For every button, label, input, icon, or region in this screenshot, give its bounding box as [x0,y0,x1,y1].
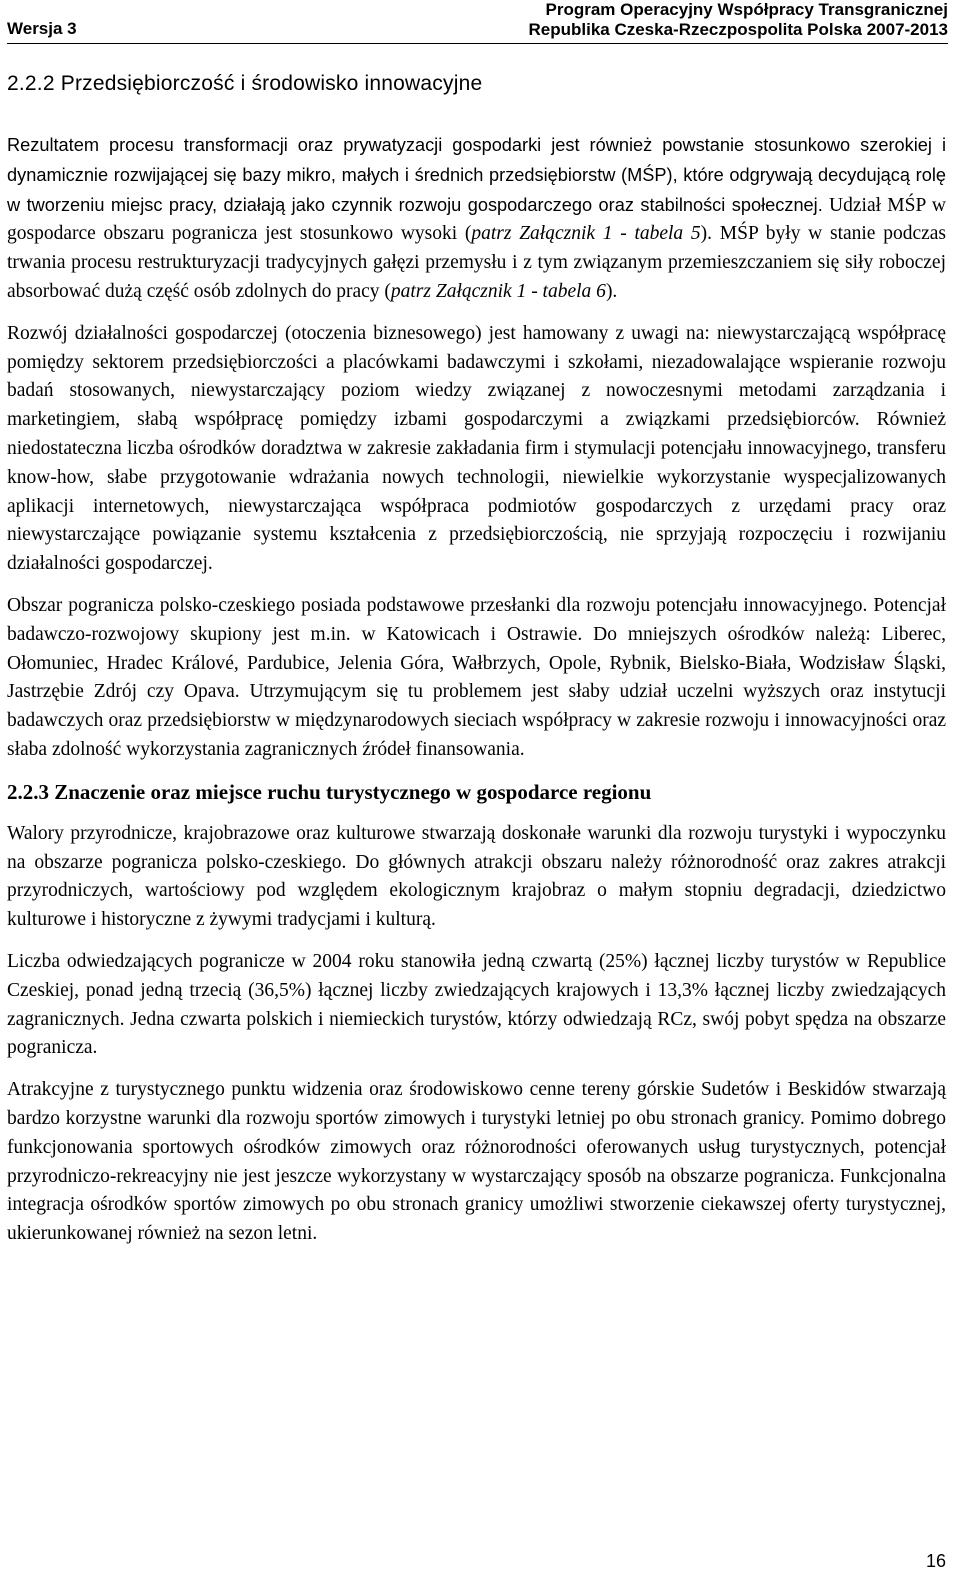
paragraph-tourism-assets: Walory przyrodnicze, krajobrazowe oraz kulturowe stwarzają doskonałe warunki dla rozwoju turystyki i wypoczynku na obszarze pogranicza polsko-czeskiego. Do głównych atrakcji obszaru należy różnorodność oraz zakres atrakcji przyrodniczych, wartościowy pod względem ekologicznym krajobraz o małym stopniu degradacji, dziedzictwo kulturowe i historyczne z żywymi tradycjami i kulturą. [7,822,946,931]
header-divider [7,43,948,44]
annex-reference-table5: patrz Załącznik 1 - tabela 5 [471,223,701,245]
paragraph-sme-share: Udział MŚP w gospodarce obszaru pogranicza jest stosunkowo wysoki ( [7,194,946,245]
page-header [7,0,948,48]
paragraph-business-barriers: Rozwój działalności gospodarczej (otoczenia biznesowego) jest hamowany z uwagi na: niewystarczającą współpracę pomiędzy sektorem przedsiębiorczości a placówkami badawczymi i szkołami, niezadowalające wspieranie rozwoju badań stosowanych, niewystarczający poziom wiedzy związanej z nowoczesnymi metodami zarządzania i marketingiem, słabą współpracę pomiędzy izbami gospodarczymi a związkami przedsiębiorców. Również niedostateczna liczba ośrodków doradztwa w zakresie zakładania firm i stymulacji potencjału innowacyjnego, transferu know-how, słabe przygotowanie wdrażania nowych technologii, niewielkie wykorzystanie wyspecjalizowanych aplikacji internetowych, niewystarczająca współpraca podmiotów gospodarczych z urzędami pracy oraz niewystarczające powiązanie systemu kształcenia z przedsiębiorczością, nie sprzyjają rozpoczęciu i rozwijaniu działalności gospodarczej. [7,322,946,575]
paragraph-sme [7,131,946,307]
paragraph-sme-intro: Rezultatem procesu transformacji oraz prywatyzacji gospodarki jest również powstanie stosunkowo szerokiej i dynamicznie rozwijającej się bazy mikro, małych i średnich przedsiębiorstw (MŚP), które odgrywają decydującą rolę w tworzeniu miejsc pracy, działają jako czynnik rozwoju gospodarczego oraz stabilności społecznej. [7,135,946,215]
annex-reference-table6: patrz Załącznik 1 - tabela 6 [390,280,606,302]
program-title-line1: Program Operacyjny Współpracy Transgranicznej [545,0,948,19]
program-title-line2: Republika Czeska-Rzeczpospolita Polska 2007-2013 [528,20,948,39]
document-version: Wersja 3 [7,19,77,38]
section-heading-tourism: 2.2.3 Znaczenie oraz miejsce ruchu turystycznego w gospodarce regionu [7,779,652,804]
document-body [7,70,946,1262]
page-number: 16 [925,1551,946,1571]
paragraph-innovation-potential: Obszar pogranicza polsko-czeskiego posiada podstawowe przesłanki dla rozwoju potencjału innowacyjnego. Potencjał badawczo-rozwojowy skupiony jest m.in. w Katowicach i Ostrawie. Do mniejszych ośrodków należą: Liberec, Ołomuniec, Hradec Králové, Pardubice, Jelenia Góra, Wałbrzych, Opole, Rybnik, Bielsko-Biała, Wodzisław Śląski, Jastrzębie Zdrój czy Opava. Utrzymującym się tu problemem jest słaby udział uczelni wyższych oraz instytucji badawczych oraz przedsiębiorstw w międzynarodowych sieciach współpracy w zakresie rozwoju i innowacyjności oraz słaba zdolność wykorzystania zagranicznych źródeł finansowania. [7,594,946,760]
paragraph-sme-end: ). [605,280,618,302]
paragraph-mountain-tourism: Atrakcyjne z turystycznego punktu widzenia oraz środowiskowo cenne tereny górskie Sudetów i Beskidów stwarzają bardzo korzystne warunki dla rozwoju sportów zimowych i turystyki letniej po obu stronach granicy. Pomimo dobrego funkcjonowania sportowych ośrodków zimowych oraz różnorodności oferowanych usług turystycznych, potencjał przyrodniczo-rekreacyjny nie jest jeszcze wykorzystany w wystarczający sposób na obszarze pogranicza. Funkcjonalna integracja ośrodków sportów zimowych po obu stronach granicy umożliwi stworzenie ciekawszej oferty turystycznej, ukierunkowanej również na sezon letni. [7,1079,946,1245]
paragraph-sme-restructuring: ). MŚP były w stanie podczas trwania procesu restrukturyzacji tradycyjnych gałęzi przemysłu i z tym związanym przemieszczaniem się siły roboczej absorbować dużą część osób zdolnych do pracy ( [7,223,946,302]
paragraph-visitor-statistics: Liczba odwiedzających pogranicze w 2004 roku stanowiła jedną czwartą (25%) łącznej liczby turystów w Republice Czeskiej, ponad jedną trzecią (36,5%) łącznej liczby zwiedzających krajowych i 13,3% łącznej liczby zwiedzających zagranicznych. Jedna czwarta polskich i niemieckich turystów, którzy odwiedzają RCz, swój pobyt spędza na obszarze pogranicza. [7,950,946,1059]
section-heading-entrepreneurship: 2.2.2 Przedsiębiorczość i środowisko innowacyjne [7,72,483,95]
program-title [528,0,948,40]
